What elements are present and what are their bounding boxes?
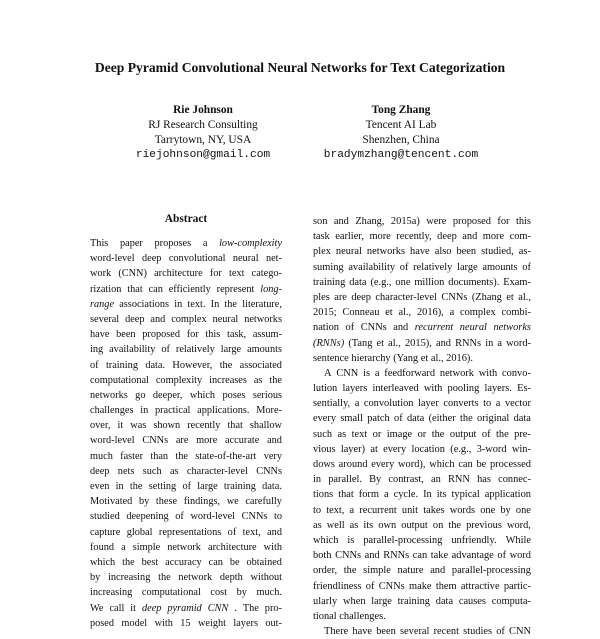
paper-title: Deep Pyramid Convolutional Neural Networks for Text Categorization bbox=[94, 60, 506, 75]
text-line: every small patch of data (either the original data bbox=[313, 413, 531, 425]
text-line: Motivated by these findings, we carefully bbox=[90, 496, 282, 508]
text-line: much faster than the state-of-the-art very bbox=[90, 450, 282, 462]
author-location: Tarrytown, NY, USA bbox=[154, 134, 252, 146]
text-line: such as text or image or the output of the pre- bbox=[313, 428, 531, 440]
text-line: in parallel. By contrast, an RNN has connec- bbox=[313, 474, 531, 486]
text-line: posed model with 15 weight layers out- bbox=[90, 617, 282, 629]
author-name: Rie Johnson bbox=[173, 104, 233, 116]
author-email: riejohnson@gmail.com bbox=[135, 149, 271, 161]
text-line: There have been several recent studies of CNN bbox=[324, 626, 531, 638]
abstract-column bbox=[90, 236, 282, 631]
text-line: which the best accuracy can be obtained bbox=[90, 556, 282, 568]
text-line: rization that can efficiently represent long- bbox=[90, 283, 282, 295]
text-line: ples are deep character-level CNNs (Zhang et al., bbox=[313, 291, 531, 303]
text-line: training data (e.g., one million documents). Exam- bbox=[313, 276, 531, 288]
text-line: both CNNs and RNNs can take advantage of word bbox=[313, 550, 531, 562]
body-column-right bbox=[313, 214, 531, 639]
text-line: ing availability of relatively large amounts bbox=[90, 344, 282, 356]
text-line: by increasing the network depth without bbox=[90, 572, 282, 584]
author-email: bradymzhang@tencent.com bbox=[323, 149, 479, 161]
text-line: word-level deep convolutional neural net- bbox=[90, 253, 282, 265]
author-block-johnson bbox=[93, 103, 313, 163]
text-line: to text, a recurrent unit takes words one by one bbox=[313, 504, 531, 516]
text-line: capture global representations of text, and bbox=[90, 526, 282, 538]
text-line: increasing computational cost by much. bbox=[90, 587, 282, 599]
text-line: ularly when large training data causes computa- bbox=[313, 595, 531, 607]
text-line: which is parallel-processing unfriendly. While bbox=[313, 534, 531, 546]
author-block-zhang bbox=[291, 103, 511, 163]
author-affiliation: Tencent AI Lab bbox=[365, 119, 437, 131]
text-line: word-level CNNs are more accurate and bbox=[90, 435, 282, 447]
text-line: tions that form a cycle. In its typical application bbox=[313, 489, 531, 501]
text-line: A CNN is a feedforward network with convo- bbox=[324, 367, 531, 379]
text-line: challenges in practical applications. More- bbox=[90, 405, 282, 417]
text-line: (RNNs) (Tang et al., 2015), and RNNs in a word- bbox=[313, 337, 531, 349]
text-line: work (CNN) architecture for text catego- bbox=[90, 268, 282, 280]
text-line: 2015; Conneau et al., 2016), a complex combi- bbox=[313, 307, 531, 319]
author-location: Shenzhen, China bbox=[362, 134, 440, 146]
author-affiliation: RJ Research Consulting bbox=[148, 119, 258, 131]
text-line: of training data. However, the associated bbox=[90, 359, 282, 371]
text-line: order, the simple nature and parallel-processing bbox=[313, 565, 531, 577]
text-line: even in the setting of large training data. bbox=[90, 481, 282, 492]
text-line: sentially, a convolution layer converts to a vector bbox=[313, 398, 531, 410]
text-line: vious layer) at every location (e.g., 3-word win- bbox=[313, 443, 531, 455]
text-line: have been proposed for this task, assum- bbox=[90, 329, 282, 341]
text-line: studied deepening of word-level CNNs to bbox=[90, 511, 282, 523]
author-name: Tong Zhang bbox=[371, 104, 431, 116]
text-line: lution layers interleaved with pooling layers. Es- bbox=[313, 383, 531, 395]
text-line: friendliness of CNNs make them attractive partic- bbox=[313, 580, 531, 592]
text-line: We call it deep pyramid CNN . The pro- bbox=[90, 602, 282, 614]
text-line: nation of CNNs and recurrent neural networks bbox=[313, 322, 531, 334]
abstract-heading: Abstract bbox=[164, 213, 208, 225]
text-line: tional challenges. bbox=[313, 610, 386, 622]
text-line: as well as its own output on the previous word, bbox=[313, 519, 531, 531]
text-line: plex neural networks have also been studied, as- bbox=[313, 246, 531, 258]
text-line: suming availability of relatively large amounts of bbox=[313, 261, 531, 273]
text-line: dows around every word), which can be processed bbox=[313, 459, 531, 470]
text-line: over, it was shown recently that shallow bbox=[90, 420, 282, 432]
text-line: sentence hierarchy (Yang et al., 2016). bbox=[313, 352, 473, 364]
text-line: computational complexity increases as the bbox=[90, 374, 282, 386]
text-line: son and Zhang, 2015a) were proposed for this bbox=[313, 216, 531, 227]
text-line: range associations in text. In the literature, bbox=[90, 298, 282, 310]
text-line: found a simple network architecture with bbox=[90, 541, 282, 553]
text-line: several deep and complex neural networks bbox=[90, 313, 282, 325]
text-line: This paper proposes a low-complexity bbox=[90, 238, 282, 249]
text-line: networks go deeper, which poses serious bbox=[90, 389, 282, 401]
text-line: deep nets such as character-level CNNs bbox=[90, 465, 282, 477]
text-line: task earlier, more recently, deep and more com- bbox=[313, 231, 531, 243]
